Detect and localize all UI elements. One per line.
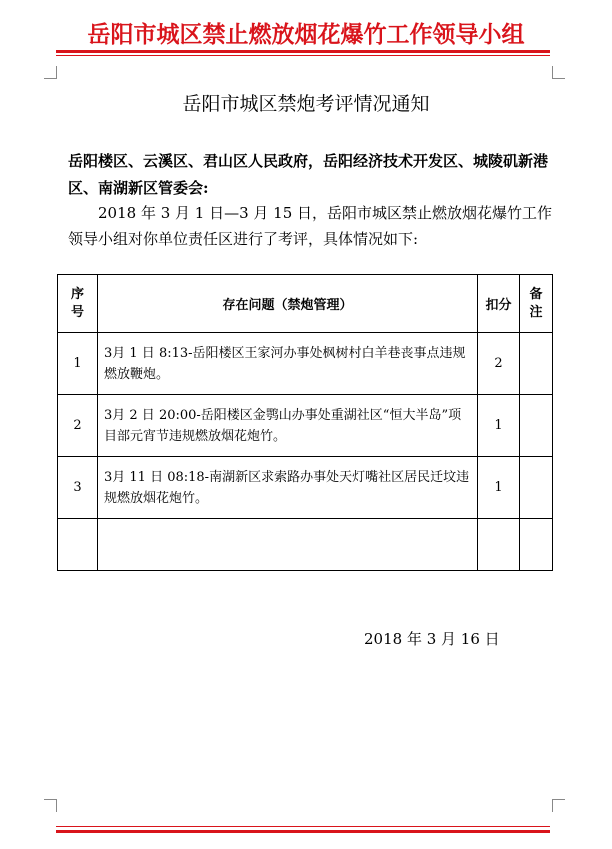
table-row bbox=[58, 395, 553, 457]
header-remark: 备注 bbox=[520, 275, 553, 333]
row-remark bbox=[520, 333, 553, 395]
letterhead-title: 岳阳市城区禁止燃放烟花爆竹工作领导小组 bbox=[87, 21, 525, 48]
table-row bbox=[58, 457, 553, 519]
row-score bbox=[478, 519, 520, 571]
evaluation-table bbox=[57, 274, 553, 571]
header-score: 扣分 bbox=[478, 275, 520, 333]
row-index bbox=[58, 519, 98, 571]
page-corner-mark bbox=[44, 799, 57, 812]
row-index: 2 bbox=[58, 395, 98, 457]
table-row bbox=[58, 519, 553, 571]
footer-rule-thick bbox=[56, 830, 550, 833]
footer-rule-thin bbox=[56, 826, 550, 827]
letterhead-rule-thin bbox=[56, 55, 550, 56]
row-remark bbox=[520, 395, 553, 457]
header-issue: 存在问题（禁炮管理） bbox=[98, 275, 478, 333]
row-issue: 3月 11 日 08:18-南湖新区求索路办事处天灯嘴社区居民迁坟违规燃放烟花炮竹。 bbox=[98, 457, 478, 519]
table-header-row bbox=[58, 275, 553, 333]
row-score: 1 bbox=[478, 395, 520, 457]
page-corner-mark bbox=[552, 799, 565, 812]
page-corner-mark bbox=[552, 66, 565, 79]
body-paragraph: 2018 年 3 月 1 日—3 月 15 日，岳阳市城区禁止燃放烟花爆竹工作领导小组对你单位责任区进行了考评，具体情况如下: bbox=[68, 204, 553, 248]
row-issue bbox=[98, 519, 478, 571]
row-index: 3 bbox=[58, 457, 98, 519]
page-corner-mark bbox=[44, 66, 57, 79]
addressee: 岳阳楼区、云溪区、君山区人民政府，岳阳经济技术开发区、城陵矶新港区、南湖新区管委会: bbox=[68, 152, 549, 197]
row-issue: 3月 2 日 20:00-岳阳楼区金鹗山办事处重湖社区“恒大半岛”项目部元宵节违规燃放烟花炮竹。 bbox=[98, 395, 478, 457]
table-row bbox=[58, 333, 553, 395]
row-score: 2 bbox=[478, 333, 520, 395]
row-index: 1 bbox=[58, 333, 98, 395]
row-remark bbox=[520, 519, 553, 571]
letterhead-rule-thick bbox=[56, 50, 550, 53]
header-index: 序号 bbox=[58, 275, 98, 333]
issue-date: 2018 年 3 月 16 日 bbox=[364, 630, 500, 648]
row-score: 1 bbox=[478, 457, 520, 519]
document-title: 岳阳市城区禁炮考评情况通知 bbox=[182, 93, 430, 115]
row-issue: 3月 1 日 8:13-岳阳楼区王家河办事处枫树村白羊巷丧事点违规燃放鞭炮。 bbox=[98, 333, 478, 395]
row-remark bbox=[520, 457, 553, 519]
